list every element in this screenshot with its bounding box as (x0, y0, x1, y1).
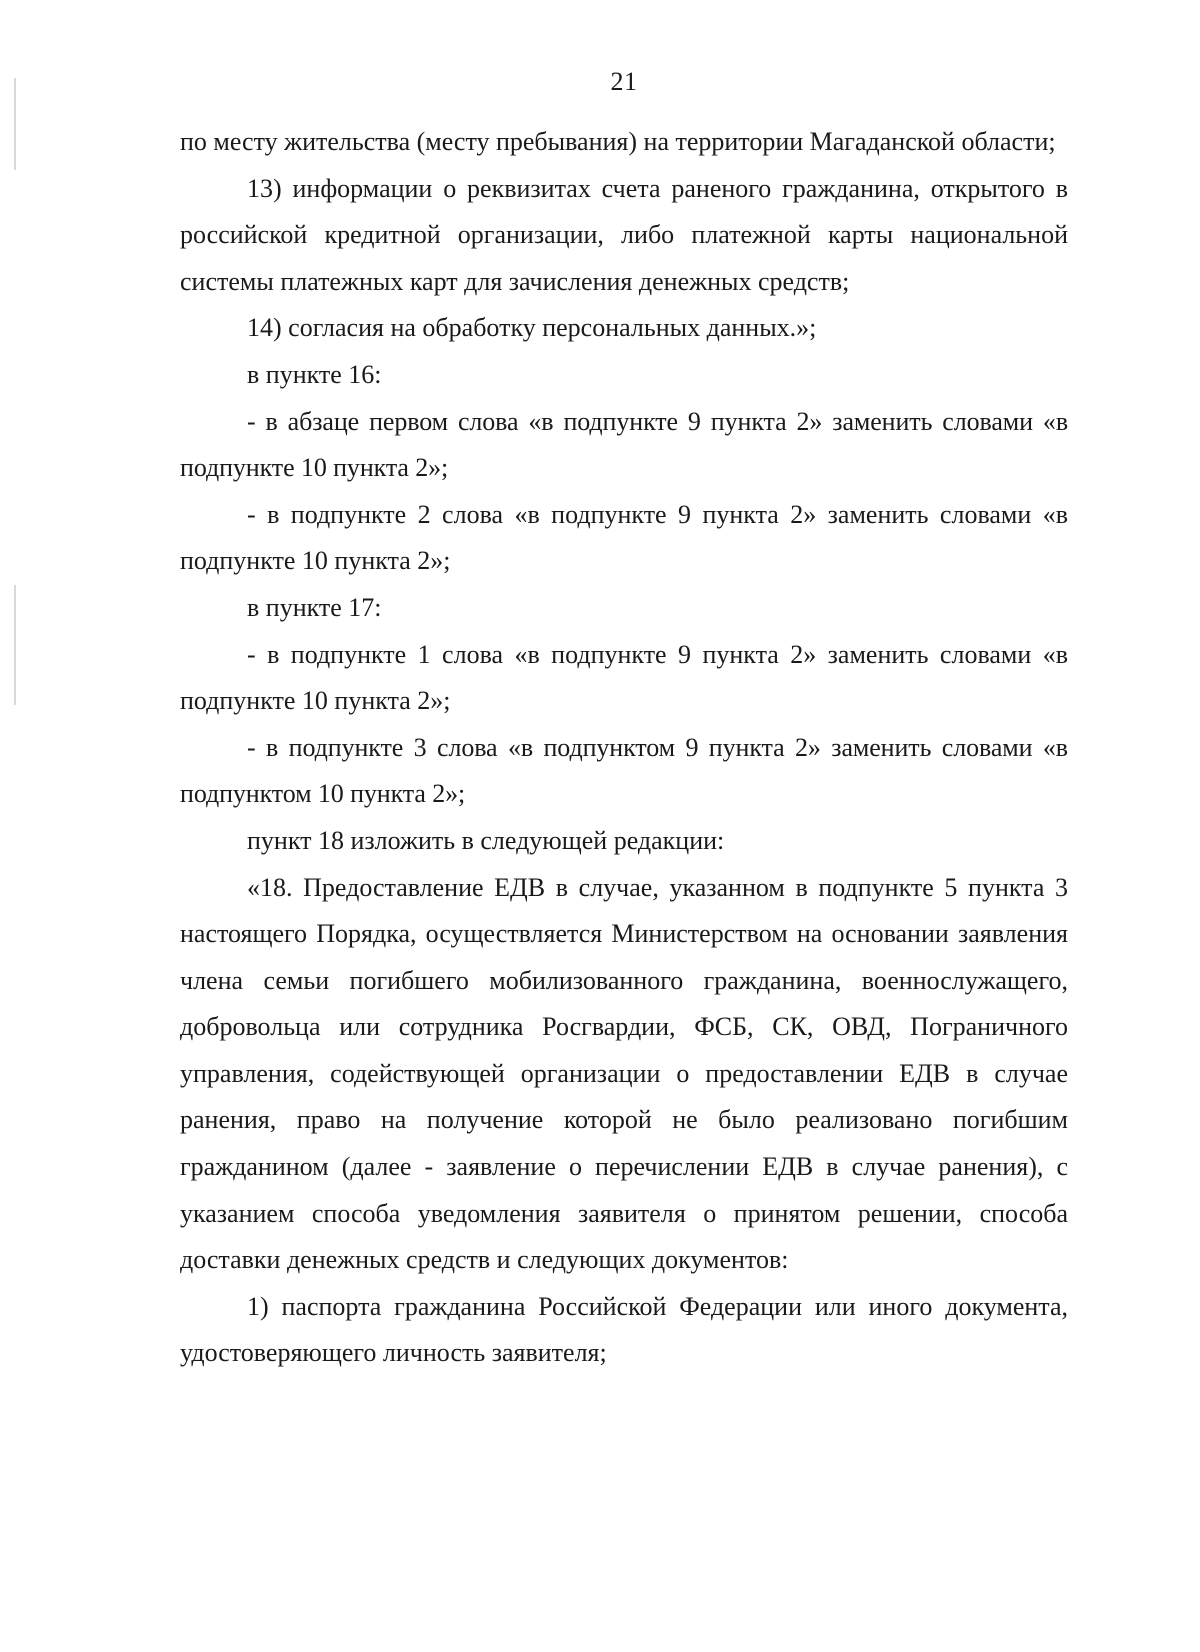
left-scan-edge-lower (14, 585, 16, 705)
paragraph-point-17-change-1: - в подпункте 1 слова «в подпункте 9 пункта 2» заменить словами «в подпункте 10 пункта 2»; (180, 639, 1068, 716)
paragraph-point-16-change-1: - в абзаце первом слова «в подпункте 9 пункта 2» заменить словами «в подпункте 10 пункта 2»; (180, 406, 1068, 483)
paragraph-item-13: 13) информации о реквизитах счета раненого гражданина, открытого в российской кредитной организации, либо платежной карты национальной системы платежных карт для зачисления денежных средств; (180, 173, 1068, 296)
paragraph-point-18-heading: пункт 18 изложить в следующей редакции: (247, 825, 725, 855)
paragraph-point-18-text: «18. Предоставление ЕДВ в случае, указанном в подпункте 5 пункта 3 настоящего Порядка, осуществляется Министерством на основании заявления члена семьи погибшего мобилизованного гражданина, военнослужащего, добровольца или сотрудника Росгвардии, ФСБ, СК, ОВД, Пограничного управления, содействующей организации о предоставлении ЕДВ в случае ранения, право на получение которой не было реализовано погибшим гражданином (далее - заявление о перечислении ЕДВ в случае ранения), с указанием способа уведомления заявителя о принятом решении, способа доставки денежных средств и следующих документов: (180, 872, 1068, 1275)
paragraph-point-17-heading: в пункте 17: (247, 592, 382, 622)
document-body (180, 119, 1068, 1377)
paragraph-point-16-heading: в пункте 16: (247, 359, 382, 389)
paragraph-continuation: по месту жительства (месту пребывания) на территории Магаданской области; (180, 127, 1056, 156)
left-scan-edge (14, 78, 16, 170)
paragraph-point-16-change-2: - в подпункте 2 слова «в подпункте 9 пункта 2» заменить словами «в подпункте 10 пункта 2»; (180, 499, 1068, 576)
paragraph-item-14: 14) согласия на обработку персональных данных.»; (247, 313, 817, 343)
paragraph-point-17-change-3: - в подпункте 3 слова «в подпунктом 9 пункта 2» заменить словами «в подпунктом 10 пункта 2»; (180, 732, 1068, 809)
paragraph-item-1: 1) паспорта гражданина Российской Федерации или иного документа, удостоверяющего личность заявителя; (180, 1291, 1068, 1368)
page-number: 21 (610, 67, 638, 96)
